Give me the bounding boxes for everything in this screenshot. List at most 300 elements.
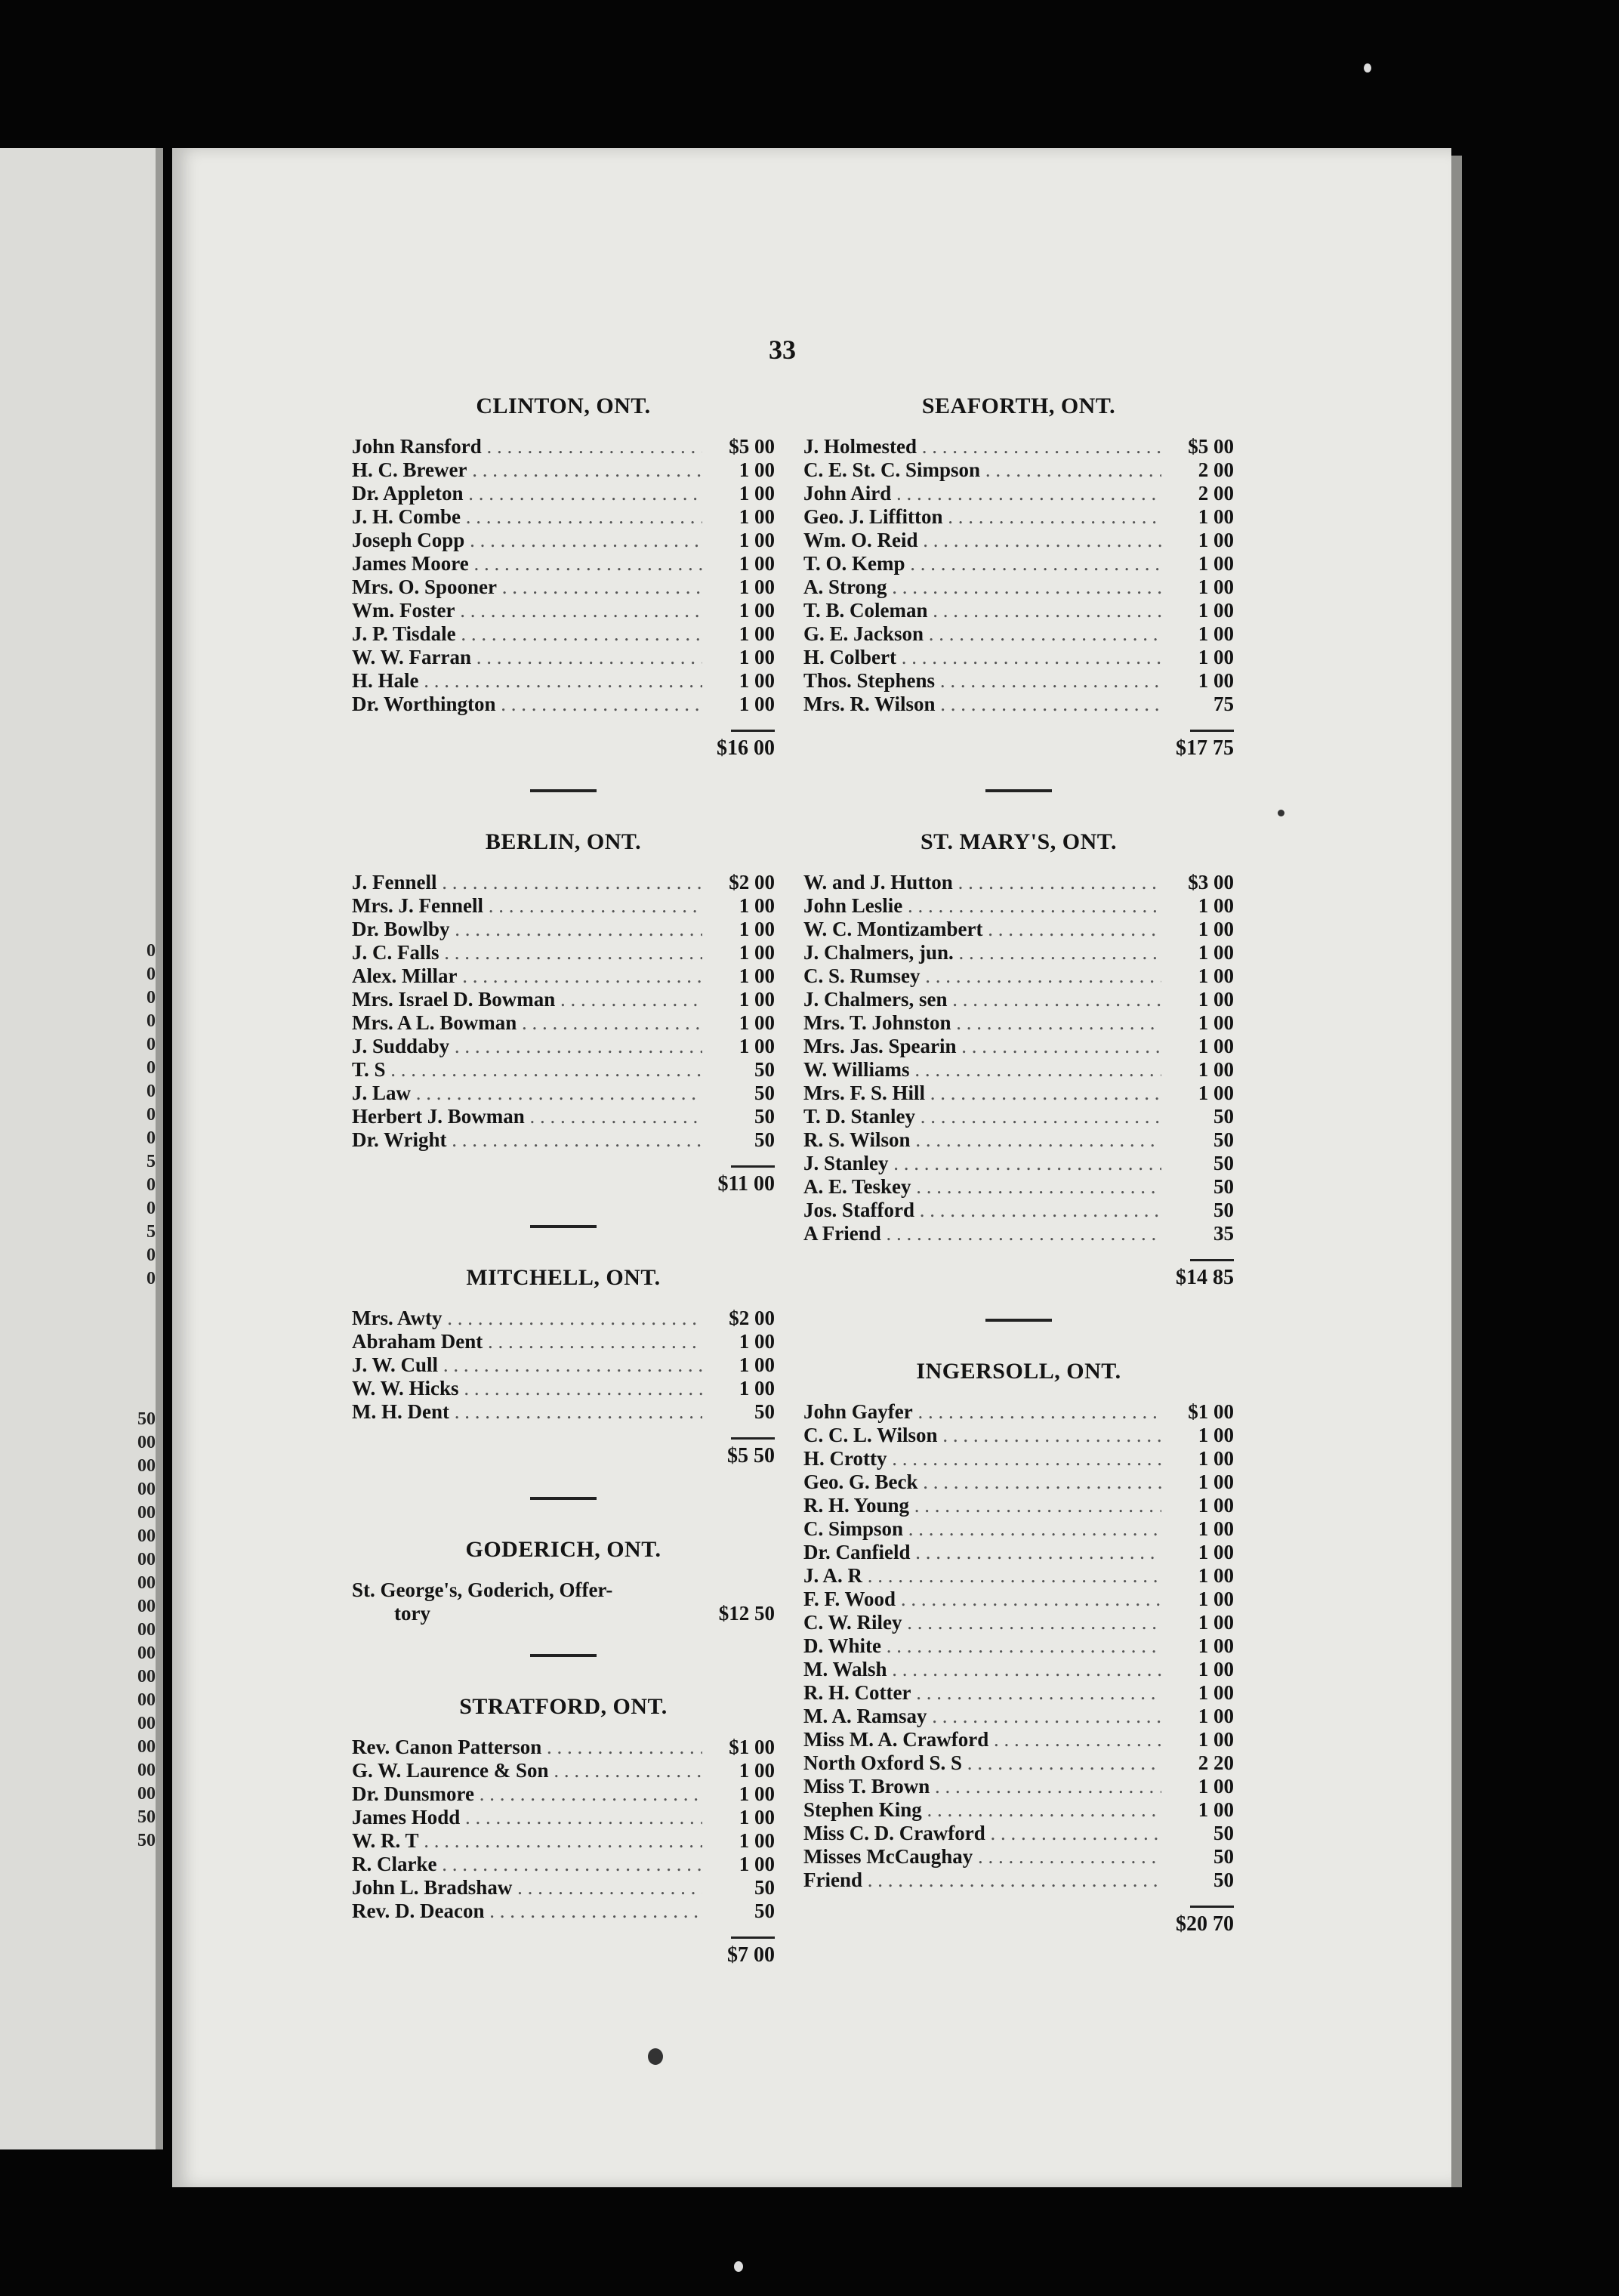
page-edge <box>156 148 163 2149</box>
list-item <box>352 435 775 458</box>
amount-fragment: 00 <box>137 1526 156 1546</box>
amount: 1 00 <box>739 669 775 692</box>
amount: 1 00 <box>739 646 775 668</box>
list-item <box>352 894 775 918</box>
donor-name: Mrs. T. Johnston . . . <box>803 1011 1161 1035</box>
amount-fragment: 00 <box>137 1456 156 1476</box>
list-item <box>352 1736 775 1759</box>
amount-fragment: 50 <box>137 1409 156 1429</box>
donor-name: J. H. Combe . . . <box>352 505 702 529</box>
donor-name: North Oxford S. S . . . <box>803 1751 1161 1775</box>
list-item <box>803 599 1234 622</box>
list-item <box>352 918 775 941</box>
section <box>352 1536 775 1625</box>
donor-name: Rev. D. Deacon . . . <box>352 1899 702 1923</box>
list-item <box>352 1307 775 1330</box>
donor-name: R. H. Cotter . . . <box>803 1681 1161 1705</box>
speck <box>734 2261 743 2272</box>
list-item <box>803 1199 1234 1222</box>
list-item <box>352 1829 775 1853</box>
donor-name: T. S . . . <box>352 1058 702 1082</box>
donor-name: Stephen King . . . <box>803 1798 1161 1822</box>
total-rule <box>1190 1906 1234 1908</box>
donor-name: M. H. Dent . . . <box>352 1400 702 1424</box>
amount: 1 00 <box>739 552 775 575</box>
donor-name: Mrs. Awty . . . <box>352 1307 702 1330</box>
amount-fragment: 0 <box>146 1175 156 1195</box>
amount: 1 00 <box>739 1353 775 1376</box>
donor-name-line: St. George's, Goderich, Offer- <box>352 1578 613 1601</box>
amount-fragment: 0 <box>146 1199 156 1218</box>
section <box>803 829 1234 1290</box>
section <box>352 393 775 761</box>
amount: 1 00 <box>739 1377 775 1400</box>
amount-fragment: 00 <box>137 1503 156 1523</box>
donor-name: C. S. Rumsey . . . <box>803 964 1161 988</box>
section-heading: MITCHELL, ONT. <box>466 1265 661 1290</box>
amount: 1 00 <box>739 1782 775 1805</box>
donor-name: G. E. Jackson . . . <box>803 622 1161 646</box>
list-item <box>803 1869 1234 1892</box>
list-item <box>352 576 775 599</box>
list-item <box>803 1588 1234 1611</box>
donor-name: Miss T. Brown . . . <box>803 1775 1161 1798</box>
amount: 1 00 <box>1198 1424 1234 1446</box>
amount: 1 00 <box>1198 1728 1234 1751</box>
speck <box>1364 63 1371 73</box>
amount-fragment: 00 <box>137 1690 156 1710</box>
donor-name: Herbert J. Bowman . . . <box>352 1105 702 1128</box>
amount: 1 00 <box>739 576 775 598</box>
total-rule <box>731 1936 775 1939</box>
list-item <box>352 1899 775 1923</box>
section-divider <box>530 789 597 792</box>
amount: 1 00 <box>1198 1681 1234 1704</box>
list-item <box>352 1578 775 1625</box>
list-item <box>803 1400 1234 1424</box>
amount: 50 <box>754 1082 775 1104</box>
section <box>352 1264 775 1468</box>
list-item <box>803 1517 1234 1541</box>
donor-name: G. W. Laurence & Son . . . <box>352 1759 702 1782</box>
donor-name: Dr. Appleton . . . <box>352 482 702 505</box>
amount: 1 00 <box>739 918 775 940</box>
donor-name: James Hodd . . . <box>352 1806 702 1829</box>
section <box>803 1358 1234 1936</box>
list-item <box>803 1222 1234 1245</box>
amount: 1 00 <box>739 964 775 987</box>
donor-name: Jos. Stafford . . . <box>803 1199 1161 1222</box>
amount: 1 00 <box>1198 1658 1234 1680</box>
donor-name: C. C. L. Wilson . . . <box>803 1424 1161 1447</box>
list-item <box>803 669 1234 693</box>
amount-fragment: 00 <box>137 1667 156 1687</box>
amount: 1 00 <box>1198 1058 1234 1081</box>
donor-name: Dr. Canfield . . . <box>803 1541 1161 1564</box>
donor-name: Dr. Bowlby . . . <box>352 918 702 941</box>
amount-fragment: 0 <box>146 1105 156 1125</box>
amount: 2 00 <box>1198 458 1234 481</box>
amount: 1 00 <box>1198 1775 1234 1798</box>
amount: 1 00 <box>739 1035 775 1057</box>
list-item <box>352 1853 775 1876</box>
amount: $5 00 <box>1188 435 1234 458</box>
amount: 1 00 <box>1198 552 1234 575</box>
donor-name: C. W. Riley . . . <box>803 1611 1161 1634</box>
list-item <box>803 1470 1234 1494</box>
amount-fragment: 00 <box>137 1573 156 1593</box>
amount-fragment: 00 <box>137 1480 156 1499</box>
list-item <box>803 1775 1234 1798</box>
list-item <box>803 1175 1234 1199</box>
donor-name: J. Holmested . . . <box>803 435 1161 458</box>
amount: 50 <box>754 1899 775 1922</box>
donor-name: H. Colbert . . . <box>803 646 1161 669</box>
list-item <box>803 1798 1234 1822</box>
list-item <box>803 1424 1234 1447</box>
amount: 1 00 <box>739 1330 775 1353</box>
amount: 1 00 <box>1198 1470 1234 1493</box>
donor-name: C. E. St. C. Simpson . . . <box>803 458 1161 482</box>
donor-name: Dr. Worthington . . . <box>352 693 702 716</box>
donor-name: Misses McCaughay . . . <box>803 1845 1161 1869</box>
speck <box>648 2048 663 2065</box>
donor-name: F. F. Wood . . . <box>803 1588 1161 1611</box>
list-item <box>352 529 775 552</box>
total-rule <box>1190 730 1234 732</box>
donor-name: Mrs. F. S. Hill . . . <box>803 1082 1161 1105</box>
amount: 35 <box>1213 1222 1234 1245</box>
list-item <box>352 1876 775 1899</box>
donor-name: John Gayfer . . . <box>803 1400 1161 1424</box>
list-item <box>352 1782 775 1806</box>
list-item <box>352 552 775 576</box>
donor-name: Mrs. R. Wilson . . . <box>803 693 1161 716</box>
amount: 50 <box>1213 1869 1234 1891</box>
amount-fragment: 5 <box>146 1152 156 1171</box>
donor-name: H. C. Brewer . . . <box>352 458 702 482</box>
amount: 1 00 <box>1198 1611 1234 1634</box>
list-item <box>803 458 1234 482</box>
amount: 1 00 <box>1198 1517 1234 1540</box>
amount: 50 <box>754 1058 775 1081</box>
donor-name: Wm. O. Reid . . . <box>803 529 1161 552</box>
amount-fragment: 00 <box>137 1620 156 1640</box>
donor-name: J. Fennell . . . <box>352 871 702 894</box>
amount: 1 00 <box>1198 1705 1234 1727</box>
list-item <box>803 1128 1234 1152</box>
donor-name: John Leslie . . . <box>803 894 1161 918</box>
donor-name: Alex. Millar . . . <box>352 964 702 988</box>
list-item <box>803 1447 1234 1470</box>
donor-name: Dr. Dunsmore . . . <box>352 1782 702 1806</box>
amount: 1 00 <box>1198 669 1234 692</box>
amount: 50 <box>1213 1845 1234 1868</box>
list-item <box>803 622 1234 646</box>
donor-name: W. and J. Hutton . . . <box>803 871 1161 894</box>
list-item <box>803 693 1234 716</box>
amount-fragment: 00 <box>137 1784 156 1804</box>
donor-name: John Aird . . . <box>803 482 1161 505</box>
amount-fragment: 0 <box>146 1035 156 1054</box>
donor-name: Friend . . . <box>803 1869 1161 1892</box>
left-column <box>352 393 775 1967</box>
amount: 1 00 <box>1198 1588 1234 1610</box>
amount-fragment: 00 <box>137 1761 156 1780</box>
amount-fragment: 0 <box>146 1269 156 1288</box>
section <box>352 1693 775 1967</box>
amount: 1 00 <box>1198 576 1234 598</box>
donor-name: Miss C. D. Crawford . . . <box>803 1822 1161 1845</box>
donor-name: Joseph Copp . . . <box>352 529 702 552</box>
list-item <box>803 1611 1234 1634</box>
list-item <box>803 1541 1234 1564</box>
amount-fragment: 00 <box>137 1643 156 1663</box>
amount: 1 00 <box>1198 1035 1234 1057</box>
list-item <box>803 576 1234 599</box>
section <box>803 393 1234 761</box>
donor-name: C. Simpson . . . <box>803 1517 1161 1541</box>
donor-name: W. W. Farran . . . <box>352 646 702 669</box>
list-item <box>803 1681 1234 1705</box>
amount: 1 00 <box>1198 941 1234 964</box>
list-item <box>803 482 1234 505</box>
amount: 1 00 <box>739 1806 775 1828</box>
amount: 1 00 <box>1198 646 1234 668</box>
amount-fragment: 0 <box>146 988 156 1008</box>
amount-fragment: 00 <box>137 1550 156 1569</box>
amount: $2 00 <box>729 1307 775 1329</box>
section-total: $11 00 <box>717 1172 775 1196</box>
section-total: $7 00 <box>727 1943 775 1967</box>
amount: 1 00 <box>739 1759 775 1782</box>
list-item <box>803 1845 1234 1869</box>
donor-name: John Ransford . . . <box>352 435 702 458</box>
list-item <box>352 622 775 646</box>
donor-name: Mrs. J. Fennell . . . <box>352 894 702 918</box>
amount: 1 00 <box>739 988 775 1011</box>
amount-fragment: 5 <box>146 1222 156 1242</box>
amount: 2 20 <box>1198 1751 1234 1774</box>
amount: 50 <box>1213 1199 1234 1221</box>
donor-name: R. S. Wilson . . . <box>803 1128 1161 1152</box>
list-item <box>803 1634 1234 1658</box>
amount-fragment: 0 <box>146 1245 156 1265</box>
donor-name: Mrs. A L. Bowman . . . <box>352 1011 702 1035</box>
donor-name: W. Williams . . . <box>803 1058 1161 1082</box>
donor-name: Geo. J. Liffitton . . . <box>803 505 1161 529</box>
amount-fragment: 00 <box>137 1714 156 1733</box>
list-item <box>803 988 1234 1011</box>
donor-name: J. W. Cull . . . <box>352 1353 702 1377</box>
donor-name: H. Crotty . . . <box>803 1447 1161 1470</box>
list-item <box>352 599 775 622</box>
amount: 1 00 <box>739 599 775 622</box>
amount: 1 00 <box>1198 1447 1234 1470</box>
amount: 50 <box>1213 1822 1234 1844</box>
list-item <box>803 646 1234 669</box>
list-item <box>352 1400 775 1424</box>
amount: 50 <box>1213 1105 1234 1128</box>
donor-name: A Friend . . . <box>803 1222 1161 1245</box>
donor-name: Mrs. Jas. Spearin . . . <box>803 1035 1161 1058</box>
amount: $1 00 <box>729 1736 775 1758</box>
section-divider <box>985 789 1052 792</box>
list-item <box>352 1011 775 1035</box>
amount-fragment: 00 <box>137 1737 156 1757</box>
amount: 1 00 <box>1198 894 1234 917</box>
section-total: $16 00 <box>717 736 775 760</box>
amount: 1 00 <box>1198 1541 1234 1563</box>
donor-name: J. Law . . . <box>352 1082 702 1105</box>
section-total: $17 75 <box>1176 736 1234 760</box>
section-total: $5 50 <box>727 1444 775 1467</box>
amount: 1 00 <box>739 1829 775 1852</box>
amount-fragment: 00 <box>137 1597 156 1616</box>
donor-name: Thos. Stephens . . . <box>803 669 1161 693</box>
list-item <box>803 1705 1234 1728</box>
donor-name: Geo. G. Beck . . . <box>803 1470 1161 1494</box>
amount: 1 00 <box>739 1853 775 1875</box>
list-item <box>352 482 775 505</box>
donor-name: D. White . . . <box>803 1634 1161 1658</box>
list-item <box>803 918 1234 941</box>
amount: 1 00 <box>739 622 775 645</box>
list-item <box>352 988 775 1011</box>
donor-name: Wm. Foster . . . <box>352 599 702 622</box>
amount: 50 <box>754 1105 775 1128</box>
amount: 1 00 <box>1198 1082 1234 1104</box>
amount: 50 <box>754 1128 775 1151</box>
total-rule <box>731 730 775 732</box>
amount: $12 50 <box>718 1602 775 1625</box>
list-item <box>803 964 1234 988</box>
amount-fragment: 0 <box>146 964 156 984</box>
amount-fragment: 0 <box>146 1082 156 1101</box>
amount-fragment: 0 <box>146 1011 156 1031</box>
amount: 1 00 <box>1198 988 1234 1011</box>
donor-name: W. W. Hicks . . . <box>352 1377 702 1400</box>
donor-name: J. C. Falls . . . <box>352 941 702 964</box>
amount-fragment: 0 <box>146 1058 156 1078</box>
donor-name: Abraham Dent . . . <box>352 1330 702 1353</box>
amount: $2 00 <box>729 871 775 893</box>
total-rule <box>731 1437 775 1440</box>
amount: 1 00 <box>1198 622 1234 645</box>
donor-name: Mrs. O. Spooner . . . <box>352 576 702 599</box>
donor-name: Miss M. A. Crawford . . . <box>803 1728 1161 1751</box>
amount: 1 00 <box>1198 1634 1234 1657</box>
amount: 1 00 <box>1198 1494 1234 1517</box>
list-item <box>803 941 1234 964</box>
list-item <box>352 1105 775 1128</box>
donor-name: T. D. Stanley . . . <box>803 1105 1161 1128</box>
donor-name: R. H. Young . . . <box>803 1494 1161 1517</box>
section-heading: BERLIN, ONT. <box>485 829 642 854</box>
speck <box>1278 810 1284 816</box>
donor-name: J. Chalmers, jun. . . . <box>803 941 1161 964</box>
donor-name: W. R. T . . . <box>352 1829 702 1853</box>
donor-name: A. Strong . . . <box>803 576 1161 599</box>
list-item <box>803 552 1234 576</box>
donor-name: J. P. Tisdale . . . <box>352 622 702 646</box>
donor-name: M. A. Ramsay . . . <box>803 1705 1161 1728</box>
section-total: $20 70 <box>1176 1912 1234 1936</box>
amount-fragment: 50 <box>137 1831 156 1850</box>
section-heading: GODERICH, ONT. <box>465 1537 661 1562</box>
amount: 50 <box>754 1876 775 1899</box>
donor-name: T. O. Kemp . . . <box>803 552 1161 576</box>
list-item <box>803 1082 1234 1105</box>
donor-name: R. Clarke . . . <box>352 1853 702 1876</box>
list-item <box>803 1105 1234 1128</box>
list-item <box>803 1152 1234 1175</box>
list-item <box>803 529 1234 552</box>
list-item <box>352 1058 775 1082</box>
amount: 1 00 <box>739 894 775 917</box>
list-item <box>803 435 1234 458</box>
amount-fragment: 50 <box>137 1807 156 1827</box>
section-heading: SEAFORTH, ONT. <box>921 393 1116 418</box>
list-item <box>352 871 775 894</box>
amount: 1 00 <box>739 1011 775 1034</box>
section-heading: INGERSOLL, ONT. <box>916 1359 1121 1384</box>
amount: $3 00 <box>1188 871 1234 893</box>
list-item <box>352 941 775 964</box>
total-rule <box>731 1165 775 1168</box>
list-item <box>352 964 775 988</box>
amount: 1 00 <box>739 482 775 505</box>
section-heading: ST. MARY'S, ONT. <box>920 829 1118 854</box>
donor-name-continuation: tory <box>394 1602 430 1625</box>
amount: 1 00 <box>1198 599 1234 622</box>
list-item <box>352 458 775 482</box>
amount: $5 00 <box>729 435 775 458</box>
amount: 1 00 <box>1198 1564 1234 1587</box>
list-item <box>803 894 1234 918</box>
amount: 75 <box>1213 693 1234 715</box>
amount: 50 <box>1213 1152 1234 1174</box>
amount: 1 00 <box>1198 529 1234 551</box>
amount: 1 00 <box>1198 1011 1234 1034</box>
donor-name: H. Hale . . . <box>352 669 702 693</box>
amount: 50 <box>1213 1128 1234 1151</box>
right-column <box>803 393 1234 1936</box>
donor-name: Rev. Canon Patterson . . . <box>352 1736 702 1759</box>
list-item <box>352 1330 775 1353</box>
page-edge <box>1451 156 1462 2187</box>
amount: 1 00 <box>739 529 775 551</box>
donor-name: J. A. R . . . <box>803 1564 1161 1588</box>
section <box>352 829 775 1196</box>
list-item <box>352 1759 775 1782</box>
list-item <box>803 1058 1234 1082</box>
section-heading: CLINTON, ONT. <box>476 393 651 418</box>
list-item <box>803 871 1234 894</box>
list-item <box>352 1353 775 1377</box>
amount: 1 00 <box>1198 505 1234 528</box>
list-item <box>803 1494 1234 1517</box>
donor-name: M. Walsh . . . <box>803 1658 1161 1681</box>
list-item <box>803 1728 1234 1751</box>
section-total: $14 85 <box>1176 1266 1234 1289</box>
section-divider <box>530 1225 597 1228</box>
list-item <box>352 1035 775 1058</box>
list-item <box>803 1751 1234 1775</box>
donor-name: Dr. Wright . . . <box>352 1128 702 1152</box>
donor-name: J. Chalmers, sen . . . <box>803 988 1161 1011</box>
amount-fragment: 0 <box>146 941 156 961</box>
